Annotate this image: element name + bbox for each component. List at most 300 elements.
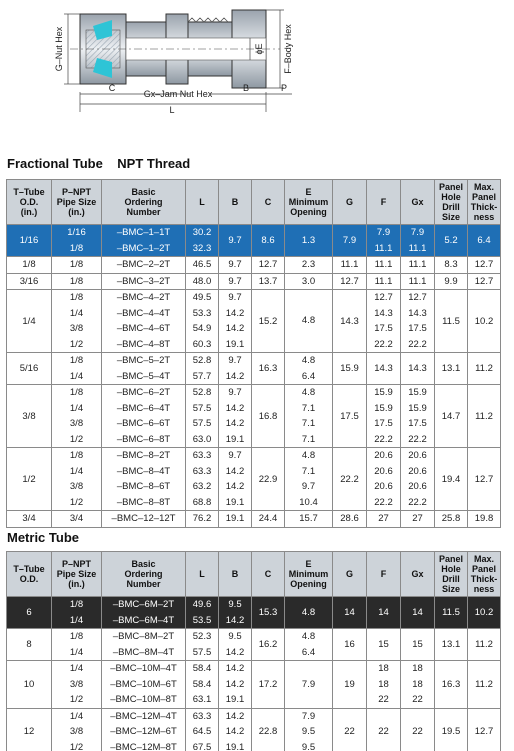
header-line: T–Tube (13, 564, 45, 574)
label-phi-e: ϕE (254, 43, 264, 55)
cell-value: 1/4 (69, 402, 84, 414)
cell-value: –BMC–5–4T (116, 370, 171, 382)
g-cell: 12.7 (333, 273, 367, 290)
column-header (367, 552, 401, 597)
e-min-opening-cell (285, 353, 333, 385)
cell-value: 15.9 (374, 402, 393, 414)
gx-cell (401, 290, 435, 353)
panel-thickness-cell: 12.7 (468, 708, 501, 751)
l-cell (186, 225, 219, 257)
cell-value: 30.2 (192, 227, 212, 238)
cell-value: 60.3 (192, 338, 212, 350)
cell-value: 22.2 (374, 433, 393, 445)
header-line: Pipe Size (56, 197, 97, 207)
pipe-size-cell (52, 629, 102, 661)
cell-value: 52.8 (192, 355, 212, 366)
label-c: C (108, 83, 116, 93)
cell-value: 14 (412, 606, 423, 618)
label-g-nut-hex: G–Nut Hex (54, 26, 64, 72)
ordering-number-cell (102, 273, 186, 290)
f-cell (367, 353, 401, 385)
table-header-row (7, 552, 501, 597)
cell-value: 63.3 (192, 710, 212, 722)
cell-value: 14.3 (408, 362, 427, 374)
panel-hole-cell: 11.5 (435, 290, 468, 353)
c-cell: 8.6 (252, 225, 285, 257)
cell-value: 6.4 (301, 646, 316, 658)
header-line: ness (473, 212, 495, 222)
cell-value: 9.7 (301, 481, 316, 492)
cell-value: 1/16 (67, 227, 86, 238)
cell-value: 14.2 (225, 370, 245, 382)
l-cell (186, 511, 219, 528)
header-line: Basic (131, 559, 156, 569)
b-cell: 19.1 (219, 511, 252, 528)
cell-value: 14.2 (225, 710, 245, 722)
f-cell (367, 629, 401, 661)
column-header (401, 180, 435, 225)
cell-value: 12.7 (374, 292, 393, 303)
gx-cell (401, 597, 435, 629)
table-row (7, 597, 501, 629)
cell-value: 12.7 (408, 292, 427, 303)
gx-cell (401, 661, 435, 709)
cell-value: 18 (378, 678, 389, 690)
cell-value: –BMC–10M–8T (110, 694, 177, 705)
cell-value: 1/4 (69, 465, 84, 477)
cell-value: –BMC–8–2T (116, 450, 171, 461)
column-header (219, 552, 252, 597)
cell-value: 1/4 (69, 646, 84, 658)
e-min-opening-cell (285, 629, 333, 661)
cell-value: 1/8 (69, 599, 84, 610)
cell-value: 11.1 (408, 275, 427, 287)
cell-value: 14.2 (225, 481, 245, 492)
column-header (7, 552, 52, 597)
panel-thickness-cell: 12.7 (468, 273, 501, 290)
panel-thickness-cell: 19.8 (468, 511, 501, 528)
cell-value: –BMC–4–6T (116, 323, 171, 334)
cell-value: 76.2 (192, 513, 212, 524)
l-cell (186, 448, 219, 511)
c-cell: 22.8 (252, 708, 285, 751)
fractional-tube-table (6, 179, 501, 528)
gx-cell (401, 225, 435, 257)
header-line: (in.) (68, 207, 85, 217)
gx-cell (401, 353, 435, 385)
l-cell (186, 597, 219, 629)
l-cell (186, 257, 219, 274)
cell-value: 49.5 (192, 292, 212, 303)
c-cell: 16.2 (252, 629, 285, 661)
cell-value: 1/4 (69, 614, 84, 626)
ordering-number-cell (102, 225, 186, 257)
cell-value: 14 (378, 606, 389, 618)
f-cell (367, 448, 401, 511)
header-line: Basic (131, 187, 156, 197)
cell-value: 14.2 (225, 678, 245, 690)
cell-value: 58.4 (192, 678, 212, 690)
cell-value: –BMC–6–6T (116, 418, 171, 429)
g-cell: 17.5 (333, 385, 367, 448)
ordering-number-cell (102, 661, 186, 709)
header-line: T–Tube (13, 187, 45, 197)
cell-value: 22.2 (374, 338, 393, 350)
f-cell (367, 597, 401, 629)
header-line: E (305, 187, 312, 197)
panel-thickness-cell: 12.7 (468, 448, 501, 511)
header-line: Drill (442, 574, 460, 584)
cell-value: 19.1 (225, 496, 245, 508)
cell-value: 27 (378, 513, 389, 524)
cell-value: –BMC–4–8T (116, 338, 171, 350)
cell-value: 1/2 (69, 496, 84, 508)
cell-value: 14.2 (225, 323, 245, 334)
cell-value: 27 (412, 513, 423, 524)
header-line: L (199, 569, 205, 579)
header-line: Max. (473, 554, 494, 564)
f-cell (367, 273, 401, 290)
b-cell (219, 448, 252, 511)
panel-hole-cell: 5.2 (435, 225, 468, 257)
panel-hole-cell: 8.3 (435, 257, 468, 274)
cell-value: 20.6 (374, 481, 393, 492)
panel-hole-cell: 11.5 (435, 597, 468, 629)
column-header (333, 180, 367, 225)
b-cell (219, 353, 252, 385)
tube-od-cell: 1/2 (7, 448, 52, 511)
header-line: O.D. (19, 574, 39, 584)
f-cell (367, 511, 401, 528)
cell-value: 14.2 (225, 402, 245, 414)
e-min-opening-cell (285, 448, 333, 511)
fitting-drawing (0, 0, 514, 140)
cell-value: 1/8 (69, 387, 84, 398)
l-cell (186, 273, 219, 290)
header-line: P–NPT (61, 559, 91, 569)
cell-value: 10.4 (299, 496, 318, 508)
cell-value: 4.8 (301, 315, 316, 327)
c-cell: 13.7 (252, 273, 285, 290)
cell-value: 11.1 (408, 259, 427, 270)
panel-hole-cell: 9.9 (435, 273, 468, 290)
header-line: Gx (411, 569, 424, 579)
metric-tube-title: Metric Tube (7, 530, 79, 545)
cell-value: 1/8 (69, 275, 84, 287)
cell-value: 14.3 (374, 362, 393, 374)
c-cell: 16.8 (252, 385, 285, 448)
panel-thickness-cell: 10.2 (468, 597, 501, 629)
g-cell: 7.9 (333, 225, 367, 257)
g-cell: 28.6 (333, 511, 367, 528)
cell-value: 3/8 (69, 418, 84, 429)
table-row (7, 290, 501, 353)
cell-value: 4.8 (301, 355, 316, 366)
header-line: C (264, 569, 272, 579)
gx-cell (401, 257, 435, 274)
column-header (186, 180, 219, 225)
panel-hole-cell: 19.5 (435, 708, 468, 751)
cell-value: –BMC–10M–6T (110, 678, 177, 690)
header-line: Size (441, 584, 460, 594)
header-line: E (305, 559, 312, 569)
g-cell: 16 (333, 629, 367, 661)
cell-value: 3/8 (69, 481, 84, 492)
b-cell: 9.7 (219, 257, 252, 274)
cell-value: –BMC–6–8T (116, 433, 171, 445)
table-row (7, 273, 501, 290)
b-cell: 9.7 (219, 273, 252, 290)
cell-value: 63.2 (192, 481, 212, 492)
column-header (52, 552, 102, 597)
b-cell (219, 597, 252, 629)
cell-value: 15.7 (299, 513, 318, 524)
cell-value: 7.1 (301, 433, 316, 445)
cell-value: 48.0 (192, 275, 212, 287)
c-cell: 15.2 (252, 290, 285, 353)
header-line: Minimum (288, 569, 329, 579)
table-row (7, 353, 501, 385)
label-p: P (280, 83, 288, 93)
table-row (7, 225, 501, 257)
c-cell: 22.9 (252, 448, 285, 511)
f-cell (367, 385, 401, 448)
header-line: Panel (471, 192, 496, 202)
ordering-number-cell (102, 448, 186, 511)
column-header (219, 180, 252, 225)
l-cell (186, 353, 219, 385)
cell-value: –BMC–5–2T (116, 355, 171, 366)
e-min-opening-cell (285, 273, 333, 290)
header-line: Number (126, 579, 161, 589)
cell-value: 2.3 (301, 259, 316, 270)
pipe-size-cell (52, 708, 102, 751)
pipe-size-cell (52, 290, 102, 353)
header-line: (in.) (20, 207, 38, 217)
cell-value: 1/8 (69, 450, 84, 461)
cell-value: 11.1 (374, 259, 393, 270)
panel-hole-cell: 16.3 (435, 661, 468, 709)
header-line: Thick- (470, 574, 498, 584)
column-header (435, 552, 468, 597)
cell-value: 17.5 (374, 418, 393, 429)
header-line: Max. (473, 182, 494, 192)
cell-value: 4.8 (301, 631, 316, 642)
e-min-opening-cell (285, 511, 333, 528)
header-line: Ordering (124, 197, 163, 207)
cell-value: –BMC–8–8T (116, 496, 171, 508)
label-gx-jam-nut-hex: Gx–Jam Nut Hex (143, 89, 213, 99)
cell-value: 19.1 (225, 694, 245, 705)
cell-value: 9.5 (228, 631, 242, 642)
cell-value: 6.4 (301, 370, 316, 382)
cell-value: 14.2 (225, 614, 245, 626)
cell-value: 1.3 (301, 234, 316, 246)
pipe-size-cell (52, 273, 102, 290)
g-cell: 22 (333, 708, 367, 751)
header-line: Pipe Size (56, 569, 97, 579)
cell-value: 22 (412, 694, 423, 705)
tube-od-cell: 1/4 (7, 290, 52, 353)
column-header (52, 180, 102, 225)
l-cell (186, 629, 219, 661)
cell-value: 4.8 (301, 450, 316, 461)
ordering-number-cell (102, 353, 186, 385)
header-line: (in.) (68, 579, 85, 589)
cell-value: 9.5 (301, 726, 316, 737)
cell-value: 9.5 (228, 599, 242, 610)
cell-value: 57.5 (192, 646, 212, 658)
cell-value: 7.9 (376, 227, 391, 238)
cell-value: –BMC–6–4T (116, 402, 171, 414)
pipe-size-cell (52, 257, 102, 274)
ordering-number-cell (102, 290, 186, 353)
c-cell: 16.3 (252, 353, 285, 385)
cell-value: –BMC–6M–4T (112, 614, 175, 626)
column-header (435, 180, 468, 225)
cell-value: –BMC–8M–2T (112, 631, 175, 642)
cell-value: 7.9 (301, 710, 316, 722)
b-cell (219, 629, 252, 661)
cell-value: 18 (412, 678, 423, 690)
cell-value: 17.5 (374, 323, 393, 334)
c-cell: 24.4 (252, 511, 285, 528)
b-cell: 9.7 (219, 225, 252, 257)
header-line: Opening (290, 207, 327, 217)
cell-value: 14.2 (225, 418, 245, 429)
b-cell (219, 708, 252, 751)
cell-value: 7.9 (301, 678, 316, 690)
header-line: P–NPT (61, 187, 91, 197)
cell-value: 63.0 (192, 433, 212, 445)
gx-cell (401, 448, 435, 511)
label-f-body-hex: F–Body Hex (283, 24, 293, 74)
tube-od-cell: 3/16 (7, 273, 52, 290)
table-row (7, 385, 501, 448)
cell-value: 9.5 (301, 741, 316, 751)
column-header (367, 180, 401, 225)
l-cell (186, 385, 219, 448)
column-header (102, 552, 186, 597)
cell-value: 15.9 (408, 402, 427, 414)
l-cell (186, 661, 219, 709)
table-row (7, 257, 501, 274)
cell-value: 54.9 (192, 323, 212, 334)
cell-value: 1/4 (69, 370, 84, 382)
f-cell (367, 225, 401, 257)
table-row (7, 708, 501, 751)
g-cell: 14 (333, 597, 367, 629)
cell-value: 3/8 (69, 726, 84, 737)
gx-cell (401, 273, 435, 290)
pipe-size-cell (52, 597, 102, 629)
cell-value: 58.4 (192, 663, 212, 674)
cell-value: 11.1 (374, 242, 393, 254)
cell-value: 22 (378, 694, 389, 705)
ordering-number-cell (102, 385, 186, 448)
cell-value: 1/8 (69, 355, 84, 366)
panel-thickness-cell: 11.2 (468, 629, 501, 661)
header-line: ness (473, 584, 495, 594)
cell-value: 19.1 (225, 338, 245, 350)
panel-thickness-cell: 11.2 (468, 661, 501, 709)
cell-value: –BMC–6M–2T (112, 599, 175, 610)
e-min-opening-cell (285, 257, 333, 274)
cell-value: 3.0 (301, 275, 316, 287)
cell-value: 22.2 (374, 496, 393, 508)
column-header (7, 180, 52, 225)
cell-value: 1/4 (69, 710, 84, 722)
l-cell (186, 290, 219, 353)
ordering-number-cell (102, 629, 186, 661)
column-header (285, 552, 333, 597)
cell-value: 1/8 (69, 242, 84, 254)
pipe-size-cell (52, 385, 102, 448)
metric-tube-table (6, 551, 501, 751)
e-min-opening-cell (285, 597, 333, 629)
cell-value: 63.3 (192, 450, 212, 461)
cell-value: 17.5 (408, 323, 427, 334)
column-header (333, 552, 367, 597)
cell-value: 3/4 (69, 513, 84, 524)
cell-value: 19.1 (225, 433, 245, 445)
header-line: C (264, 197, 272, 207)
pipe-size-cell (52, 661, 102, 709)
header-line: F (380, 569, 387, 579)
header-line: Gx (411, 197, 424, 207)
f-cell (367, 257, 401, 274)
cell-value: –BMC–12M–8T (110, 741, 177, 751)
cell-value: 9.7 (228, 387, 242, 398)
g-cell: 19 (333, 661, 367, 709)
cell-value: 4.8 (301, 387, 316, 398)
pipe-size-cell (52, 448, 102, 511)
header-line: Panel (471, 564, 496, 574)
table-row (7, 448, 501, 511)
panel-thickness-cell: 11.2 (468, 353, 501, 385)
header-line: Thick- (470, 202, 498, 212)
cell-value: –BMC–6–2T (116, 387, 171, 398)
cell-value: 20.6 (374, 450, 393, 461)
header-line: Panel (438, 182, 463, 192)
cell-value: 20.6 (374, 465, 393, 477)
cell-value: 1/2 (69, 694, 84, 705)
cell-value: 7.9 (410, 227, 425, 238)
cell-value: –BMC–1–2T (116, 242, 171, 254)
gx-cell (401, 708, 435, 751)
panel-thickness-cell: 12.7 (468, 257, 501, 274)
b-cell (219, 661, 252, 709)
cell-value: 22.2 (408, 338, 427, 350)
cell-value: 63.3 (192, 465, 212, 477)
c-cell: 17.2 (252, 661, 285, 709)
header-line: Opening (290, 579, 327, 589)
cell-value: 9.7 (228, 292, 242, 303)
column-header (252, 552, 285, 597)
column-header (186, 552, 219, 597)
label-b: B (242, 83, 250, 93)
header-line: L (199, 197, 205, 207)
panel-hole-cell: 13.1 (435, 629, 468, 661)
cell-value: 11.1 (374, 275, 393, 287)
cell-value: 57.5 (192, 402, 212, 414)
header-line: B (231, 197, 239, 207)
header-line: Hole (441, 192, 461, 202)
gx-cell (401, 511, 435, 528)
cell-value: 57.5 (192, 418, 212, 429)
e-min-opening-cell (285, 385, 333, 448)
g-cell: 15.9 (333, 353, 367, 385)
